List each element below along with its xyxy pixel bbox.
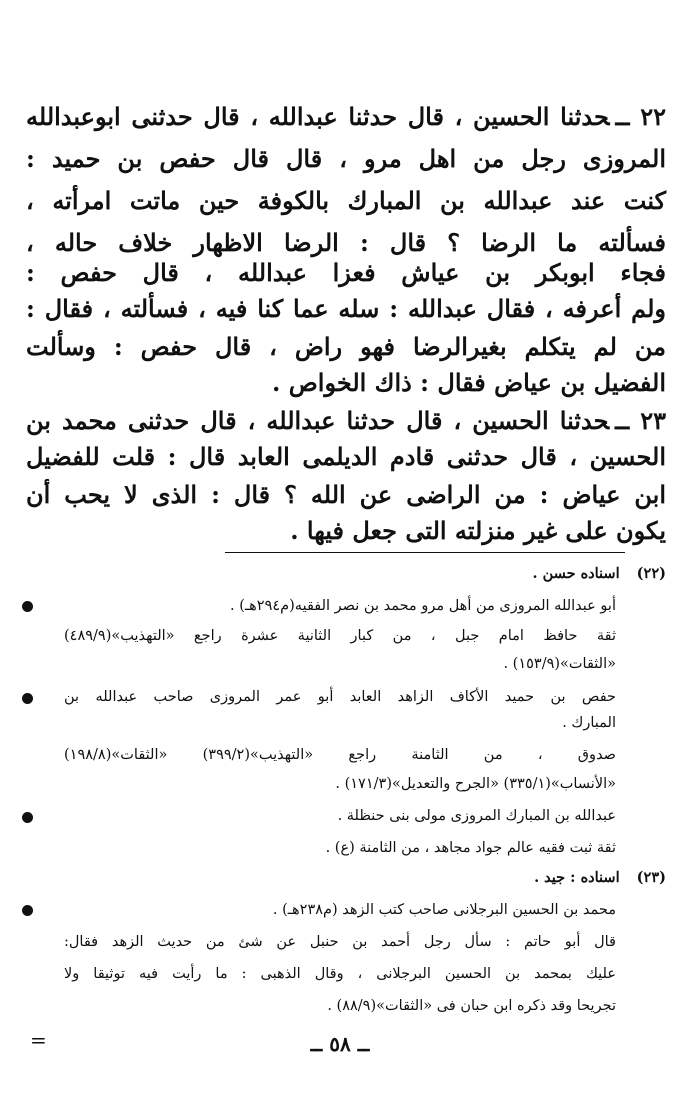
fn22-item2-line3: صدوق ، من الثامنة راجع «التهذيب»(٣٩٩/٢) «الثقات»(١٩٨/٨) xyxy=(64,747,616,763)
bullet-icon xyxy=(22,812,33,823)
margin-mark: = xyxy=(30,1028,47,1052)
entry-22-number: ٢٢ ــ xyxy=(615,102,666,131)
fn23-item1-line1: محمد بن الحسين البرجلانى صاحب كتب الزهد (م٢٣٨هـ) . xyxy=(272,902,616,918)
footnote-22-header xyxy=(64,562,666,588)
footnote-23-header xyxy=(64,866,666,892)
fn22-item2-line2: المبارك . xyxy=(562,715,616,731)
fn22-item1-line3: «الثقات»(١٥٣/٩) . xyxy=(503,656,616,672)
entry-23-line-2: الحسين ، قال حدثنى قادم الديلمى العابد قال : قلت للفضيل xyxy=(26,442,666,471)
entry-23-line-1: ٢٣ ــحدثنا الحسين ، قال حدثنا عبدالله ، قال حدثنى محمد بن xyxy=(26,406,666,435)
entry-22-line-5: فجاء ابوبكر بن عياش فعزا عبدالله ، قال حفص : xyxy=(26,258,666,287)
fn23-item1-line2: قال أبو حاتم : سأل رجل أحمد بن حنبل عن شئ من حديث الزهد فقال: xyxy=(64,934,616,950)
fn22-item1-line1: أبو عبدالله المروزى من أهل مرو محمد بن نصر الفقيه(م٢٩٤هـ) . xyxy=(230,598,616,614)
fn22-item2-line1: حفص بن حميد الأكاف الزاهد العابد أبو عمر المروزى صاحب عبدالله بن xyxy=(64,689,616,705)
fn22-item3-line2: ثقة ثبت فقيه عالم جواد مجاهد ، من الثامنة (ع) . xyxy=(325,840,616,856)
entry-23-line-4: يكون على غير منزلته التى جعل فيها . xyxy=(290,516,666,545)
bullet-icon xyxy=(22,693,33,704)
entry-22-line-7: من لم يتكلم بغيرالرضا فهو راض ، قال حفص : وسألت xyxy=(26,332,666,361)
entry-22-line-8: الفضيل بن عياض فقال : ذاك الخواص . xyxy=(272,368,666,397)
fn22-item1-line2: ثقة حافظ امام جبل ، من كبار الثانية عشرة راجع «التهذيب»(٤٨٩/٩) xyxy=(64,628,616,644)
fn22-item3-line1: عبدالله بن المبارك المروزى مولى بنى حنظلة . xyxy=(337,808,616,824)
entry-22-line-2: المروزى رجل من اهل مرو ، قال قال حفص بن حميد : xyxy=(26,144,666,173)
entry-22-line-4: فسألته ما الرضا ؟ قال : الرضا الاظهار خلاف حاله ، xyxy=(26,228,666,257)
fn23-item1-line3: عليك بمحمد بن الحسين البرجلانى ، وقال الذهبى : ما رأيت فيه توثيقا ولا xyxy=(64,966,616,982)
footnote-22-grade: اسناده حسن . xyxy=(532,565,620,582)
entry-22-line-6: ولم أعرفه ، فقال عبدالله : سله عما كنا فيه ، فسألته ، فقال : xyxy=(26,294,666,323)
bullet-icon xyxy=(22,905,33,916)
footnote-22-label: (٢٢) xyxy=(636,565,666,582)
bullet-icon xyxy=(22,601,33,612)
page-number: ــ ٥٨ ــ xyxy=(310,1032,370,1056)
footnote-divider xyxy=(225,552,625,553)
entry-22-line-3: كنت عند عبدالله بن المبارك بالكوفة حين ماتت امرأته ، xyxy=(26,186,666,215)
fn23-item1-line4: تجريحا وقد ذكره ابن حبان فى «الثقات»(٨٨/٩) . xyxy=(327,998,616,1014)
fn22-item2-line4: «الأنساب»(٣٣٥/١) «الجرح والتعديل»(١٧١/٣) . xyxy=(335,776,616,792)
entry-23-line-3: ابن عياض : من الراضى عن الله ؟ قال : الذى لا يحب أن xyxy=(26,480,666,509)
footnote-23-grade: اسناده : جيد . xyxy=(534,869,620,886)
entry-22-line-1: ٢٢ ــحدثنا الحسين ، قال حدثنا عبدالله ، قال حدثنى ابوعبدالله xyxy=(26,102,666,131)
entry-23-number: ٢٣ ــ xyxy=(615,406,666,435)
footnote-23-label: (٢٣) xyxy=(636,869,666,886)
